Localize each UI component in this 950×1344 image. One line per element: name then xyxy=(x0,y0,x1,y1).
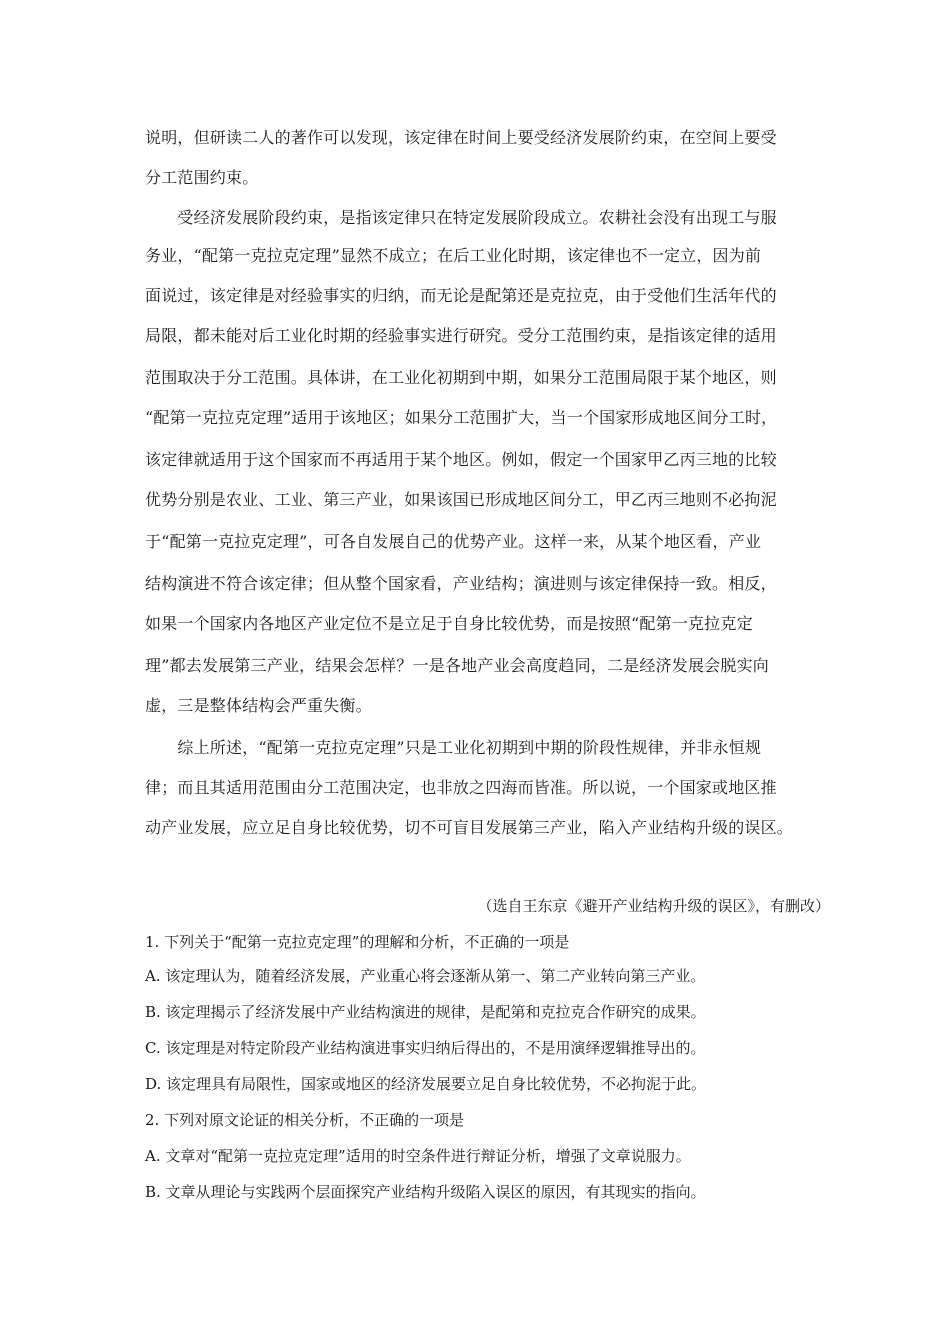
question-1-option-a: A. 该定理认为，随着经济发展，产业重心将会逐渐从第一、第二产业转向第三产业。 xyxy=(145,967,706,985)
article-line: 范围取决于分工范围。具体讲，在工业化初期到中期，如果分工范围局限于某个地区，则 xyxy=(145,368,777,387)
article-source: （选自王东京《避开产业结构升级的误区》，有删改） xyxy=(477,897,830,915)
article-line: 动产业发展，应立足自身比较优势，切不可盲目发展第三产业，陷入产业结构升级的误区。 xyxy=(145,818,794,837)
article-line: 受经济发展阶段约束，是指该定律只在特定发展阶段成立。农耕社会没有出现工与服 xyxy=(145,208,777,227)
article-line: 于“配第一克拉克定理”，可各自发展自己的优势产业。这样一来，从某个地区看，产业 xyxy=(145,532,762,551)
question-2-option-a: A. 文章对“配第一克拉克定理”适用的时空条件进行辩证分析，增强了文章说服力。 xyxy=(145,1147,691,1165)
question-1-option-d: D. 该定理具有局限性，国家或地区的经济发展要立足自身比较优势，不必拘泥于此。 xyxy=(145,1075,707,1093)
question-1-option-c: C. 该定理是对特定阶段产业结构演进事实归纳后得出的，不是用演绎逻辑推导出的。 xyxy=(145,1039,706,1057)
article-line: 律；而且其适用范围由分工范围决定，也非放之四海而皆准。所以说，一个国家或地区推 xyxy=(145,778,777,797)
question-1-option-b: B. 该定理揭示了经济发展中产业结构演进的规律，是配第和克拉克合作研究的成果。 xyxy=(145,1003,706,1021)
article-line: 优势分别是农业、工业、第三产业，如果该国已形成地区间分工，甲乙丙三地则不必拘泥 xyxy=(145,490,777,509)
article-line: 面说过，该定律是对经验事实的归纳，而无论是配第还是克拉克，由于受他们生活年代的 xyxy=(145,286,777,305)
article-line: 虚，三是整体结构会严重失衡。 xyxy=(145,696,372,715)
article-line: “配第一克拉克定理”适用于该地区；如果分工范围扩大，当一个国家形成地区间分工时， xyxy=(145,408,778,427)
article-line: 综上所述，“配第一克拉克定理”只是工业化初期到中期的阶段性规律，并非永恒规 xyxy=(145,738,762,757)
article-line: 理”都去发展第三产业，结果会怎样？一是各地产业会高度趋同，二是经济发展会脱实向 xyxy=(145,656,769,675)
article-line: 说明，但研读二人的著作可以发现，该定律在时间上要受经济发展阶约束，在空间上要受 xyxy=(145,128,777,147)
article-line: 如果一个国家内各地区产业定位不是立足于自身比较优势，而是按照“配第一克拉克定 xyxy=(145,614,753,633)
article-line: 局限，都未能对后工业化时期的经验事实进行研究。受分工范围约束，是指该定律的适用 xyxy=(145,326,777,345)
question-1-stem: 1. 下列关于“配第一克拉克定理”的理解和分析，不正确的一项是 xyxy=(145,933,570,951)
article-line: 该定律就适用于这个国家而不再适用于某个地区。例如，假定一个国家甲乙丙三地的比较 xyxy=(145,450,777,469)
article-line: 务业，“配第一克拉克定理”显然不成立；在后工业化时期，该定律也不一定立，因为前 xyxy=(145,246,762,265)
question-2-stem: 2. 下列对原文论证的相关分析，不正确的一项是 xyxy=(145,1111,465,1129)
question-2-option-b: B. 文章从理论与实践两个层面探究产业结构升级陷入误区的原因，有其现实的指向。 xyxy=(145,1183,706,1201)
article-line: 结构演进不符合该定律；但从整个国家看，产业结构；演进则与该定律保持一致。相反， xyxy=(145,574,777,593)
article-line: 分工范围约束。 xyxy=(145,168,259,187)
